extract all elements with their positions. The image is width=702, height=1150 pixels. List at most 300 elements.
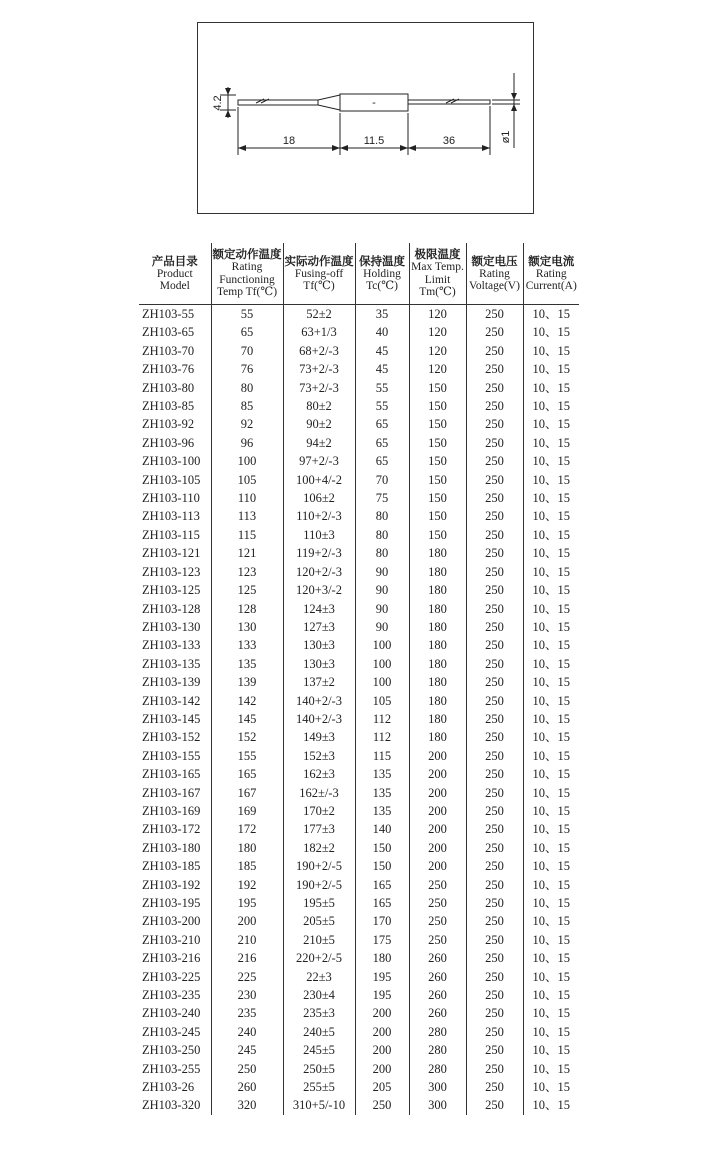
cell-max-temp: 250	[409, 931, 466, 949]
header-current-en1: Rating	[535, 267, 567, 280]
cell-current: 10、15	[532, 803, 570, 818]
dim-length-1-label: 18	[282, 135, 296, 147]
cell-holding-temp: 90	[355, 618, 409, 636]
cell-holding-temp: 35	[355, 305, 409, 324]
cell-model: ZH103-180	[139, 839, 211, 857]
cell-voltage: 250	[466, 802, 523, 820]
cell-fusing-off-temp: 240±5	[283, 1023, 355, 1041]
cell-voltage: 250	[466, 342, 523, 360]
table-row	[139, 986, 579, 1004]
left-lead	[238, 100, 318, 105]
cell-fusing-off-temp: 106±2	[283, 489, 355, 507]
table-row	[139, 581, 579, 599]
cell-holding-temp: 115	[355, 747, 409, 765]
table-row	[139, 765, 579, 783]
cell-max-temp: 150	[409, 397, 466, 415]
cell-max-temp: 150	[409, 507, 466, 525]
cell-voltage: 250	[466, 949, 523, 967]
header-model-en2: Model	[159, 280, 190, 292]
cell-current: 10、15	[532, 730, 570, 745]
cell-max-temp: 280	[409, 1060, 466, 1078]
header-holding-en2: Tc(℃)	[366, 280, 398, 292]
cell-rating-temp: 230	[211, 986, 283, 1004]
cell-max-temp: 300	[409, 1078, 466, 1096]
cell-holding-temp: 195	[355, 986, 409, 1004]
cell-model: ZH103-255	[139, 1060, 211, 1078]
table-row	[139, 692, 579, 710]
table-row	[139, 305, 579, 324]
cell-current: 10、15	[532, 454, 570, 469]
cell-model: ZH103-135	[139, 655, 211, 673]
spec-table	[139, 243, 579, 1115]
cell-model: ZH103-172	[139, 820, 211, 838]
cell-fusing-off-temp: 149±3	[283, 728, 355, 746]
cell-voltage: 250	[466, 397, 523, 415]
cell-holding-temp: 170	[355, 912, 409, 930]
cell-voltage: 250	[466, 323, 523, 341]
cell-model: ZH103-113	[139, 507, 211, 525]
cell-fusing-off-temp: 310+5/-10	[283, 1096, 355, 1114]
cell-max-temp: 200	[409, 839, 466, 857]
cell-max-temp: 180	[409, 692, 466, 710]
cell-fusing-off-temp: 230±4	[283, 986, 355, 1004]
cell-current: 10、15	[532, 748, 570, 763]
cell-model: ZH103-26	[139, 1078, 211, 1096]
cell-fusing-off-temp: 210±5	[283, 931, 355, 949]
cell-model: ZH103-133	[139, 636, 211, 654]
cell-current: 10、15	[532, 822, 570, 837]
cell-voltage: 250	[466, 434, 523, 452]
header-fusing-off-en2: Tf(℃)	[303, 280, 335, 292]
cell-rating-temp: 185	[211, 857, 283, 875]
cell-voltage: 250	[466, 710, 523, 728]
cell-current: 10、15	[532, 399, 570, 414]
cell-model: ZH103-115	[139, 526, 211, 544]
cell-rating-temp: 125	[211, 581, 283, 599]
cell-current: 10、15	[532, 693, 570, 708]
cell-current: 10、15	[532, 380, 570, 395]
cell-voltage: 250	[466, 857, 523, 875]
cell-rating-temp: 139	[211, 673, 283, 691]
cell-voltage: 250	[466, 1004, 523, 1022]
cell-voltage: 250	[466, 728, 523, 746]
header-max-temp-en3: Tm(℃)	[419, 286, 456, 299]
cell-voltage: 250	[466, 673, 523, 691]
cell-current: 10、15	[532, 1061, 570, 1076]
cell-rating-temp: 245	[211, 1041, 283, 1059]
cell-current: 10、15	[532, 362, 570, 377]
cell-rating-temp: 145	[211, 710, 283, 728]
header-holding-cn: 保持温度	[359, 253, 405, 268]
cell-holding-temp: 150	[355, 857, 409, 875]
cell-max-temp: 150	[409, 526, 466, 544]
cell-max-temp: 260	[409, 1004, 466, 1022]
table-row	[139, 894, 579, 912]
header-current	[523, 243, 579, 305]
cell-fusing-off-temp: 100+4/-2	[283, 471, 355, 489]
header-voltage-en2: Voltage(V)	[469, 280, 520, 292]
cell-rating-temp: 123	[211, 563, 283, 581]
cell-fusing-off-temp: 80±2	[283, 397, 355, 415]
cell-holding-temp: 140	[355, 820, 409, 838]
dim-diameter-label: ø1	[500, 130, 512, 144]
cell-rating-temp: 172	[211, 820, 283, 838]
header-fusing-off-en1: Fusing-off	[294, 267, 344, 280]
cell-voltage: 250	[466, 692, 523, 710]
cell-max-temp: 180	[409, 710, 466, 728]
cell-fusing-off-temp: 52±2	[283, 305, 355, 324]
cell-model: ZH103-92	[139, 415, 211, 433]
table-row	[139, 1096, 579, 1114]
cell-fusing-off-temp: 152±3	[283, 747, 355, 765]
dim-length-2-label: 11.5	[363, 135, 385, 147]
cell-model: ZH103-70	[139, 342, 211, 360]
cell-voltage: 250	[466, 489, 523, 507]
cell-rating-temp: 110	[211, 489, 283, 507]
cell-model: ZH103-123	[139, 563, 211, 581]
cell-current: 10、15	[532, 969, 570, 984]
cell-holding-temp: 90	[355, 581, 409, 599]
cell-holding-temp: 80	[355, 544, 409, 562]
cell-holding-temp: 55	[355, 379, 409, 397]
header-model-en1: Product	[156, 267, 193, 280]
cell-model: ZH103-245	[139, 1023, 211, 1041]
table-row	[139, 342, 579, 360]
table-row	[139, 489, 579, 507]
cell-max-temp: 120	[409, 360, 466, 378]
cell-model: ZH103-128	[139, 600, 211, 618]
table-row	[139, 728, 579, 746]
table-row	[139, 655, 579, 673]
cell-fusing-off-temp: 119+2/-3	[283, 544, 355, 562]
table-row	[139, 544, 579, 562]
table-row	[139, 784, 579, 802]
cell-fusing-off-temp: 130±3	[283, 636, 355, 654]
table-row	[139, 360, 579, 378]
cell-holding-temp: 150	[355, 839, 409, 857]
cell-fusing-off-temp: 97+2/-3	[283, 452, 355, 470]
cell-model: ZH103-121	[139, 544, 211, 562]
cell-current: 10、15	[532, 1024, 570, 1039]
header-max-temp-en1: Max Temp.	[411, 261, 464, 274]
cell-model: ZH103-167	[139, 784, 211, 802]
cell-max-temp: 180	[409, 563, 466, 581]
cell-fusing-off-temp: 127±3	[283, 618, 355, 636]
cell-holding-temp: 100	[355, 636, 409, 654]
cell-voltage: 250	[466, 655, 523, 673]
cell-fusing-off-temp: 68+2/-3	[283, 342, 355, 360]
cell-model: ZH103-240	[139, 1004, 211, 1022]
cell-voltage: 250	[466, 544, 523, 562]
cell-max-temp: 150	[409, 379, 466, 397]
fuse-drawing	[198, 23, 535, 215]
cell-voltage: 250	[466, 507, 523, 525]
cell-max-temp: 300	[409, 1096, 466, 1114]
cell-holding-temp: 105	[355, 692, 409, 710]
cell-fusing-off-temp: 220+2/-5	[283, 949, 355, 967]
header-holding-en1: Holding	[363, 267, 401, 280]
header-rating-temp-cn: 额定动作温度	[212, 247, 282, 262]
cell-voltage: 250	[466, 305, 523, 324]
cell-voltage: 250	[466, 968, 523, 986]
cell-rating-temp: 105	[211, 471, 283, 489]
cell-voltage: 250	[466, 784, 523, 802]
table-row	[139, 415, 579, 433]
cell-fusing-off-temp: 124±3	[283, 600, 355, 618]
table-row	[139, 876, 579, 894]
cell-max-temp: 200	[409, 802, 466, 820]
cell-rating-temp: 216	[211, 949, 283, 967]
cell-model: ZH103-55	[139, 305, 211, 324]
cell-voltage: 250	[466, 931, 523, 949]
cell-holding-temp: 90	[355, 563, 409, 581]
cell-voltage: 250	[466, 379, 523, 397]
cell-max-temp: 200	[409, 765, 466, 783]
cell-rating-temp: 76	[211, 360, 283, 378]
cell-rating-temp: 121	[211, 544, 283, 562]
cell-voltage: 250	[466, 747, 523, 765]
cell-current: 10、15	[532, 509, 570, 524]
table-body	[139, 305, 579, 1115]
table-row	[139, 968, 579, 986]
cell-max-temp: 150	[409, 415, 466, 433]
header-max-temp-en2: Limit	[424, 273, 451, 286]
cell-rating-temp: 192	[211, 876, 283, 894]
cell-model: ZH103-200	[139, 912, 211, 930]
cell-fusing-off-temp: 120+2/-3	[283, 563, 355, 581]
cell-rating-temp: 96	[211, 434, 283, 452]
cell-model: ZH103-100	[139, 452, 211, 470]
cell-fusing-off-temp: 140+2/-3	[283, 692, 355, 710]
cell-fusing-off-temp: 162±3	[283, 765, 355, 783]
table-row	[139, 839, 579, 857]
cell-fusing-off-temp: 110±3	[283, 526, 355, 544]
cell-current: 10、15	[532, 1080, 570, 1095]
table-row	[139, 563, 579, 581]
dim-height-label: 4.2	[212, 95, 224, 111]
cell-max-temp: 200	[409, 747, 466, 765]
cell-max-temp: 180	[409, 673, 466, 691]
cell-max-temp: 180	[409, 655, 466, 673]
cell-holding-temp: 180	[355, 949, 409, 967]
cell-current: 10、15	[532, 307, 570, 321]
cell-current: 10、15	[532, 1043, 570, 1058]
cell-model: ZH103-145	[139, 710, 211, 728]
table-row	[139, 931, 579, 949]
cell-holding-temp: 200	[355, 1004, 409, 1022]
cell-model: ZH103-80	[139, 379, 211, 397]
cell-model: ZH103-65	[139, 323, 211, 341]
cell-rating-temp: 169	[211, 802, 283, 820]
cell-fusing-off-temp: 190+2/-5	[283, 876, 355, 894]
cell-model: ZH103-320	[139, 1096, 211, 1114]
cell-fusing-off-temp: 255±5	[283, 1078, 355, 1096]
cell-voltage: 250	[466, 1078, 523, 1096]
cell-max-temp: 200	[409, 820, 466, 838]
cell-max-temp: 180	[409, 636, 466, 654]
cell-model: ZH103-142	[139, 692, 211, 710]
cell-fusing-off-temp: 130±3	[283, 655, 355, 673]
cell-current: 10、15	[532, 711, 570, 726]
table-row	[139, 397, 579, 415]
taper	[318, 95, 340, 110]
cell-voltage: 250	[466, 1096, 523, 1114]
cell-rating-temp: 235	[211, 1004, 283, 1022]
cell-rating-temp: 240	[211, 1023, 283, 1041]
cell-holding-temp: 65	[355, 452, 409, 470]
cell-rating-temp: 210	[211, 931, 283, 949]
cell-current: 10、15	[532, 546, 570, 561]
header-fusing-off	[283, 243, 355, 305]
cell-voltage: 250	[466, 600, 523, 618]
table-row	[139, 471, 579, 489]
cell-current: 10、15	[532, 601, 570, 616]
cell-voltage: 250	[466, 1041, 523, 1059]
cell-current: 10、15	[532, 325, 570, 340]
cell-holding-temp: 200	[355, 1060, 409, 1078]
cell-max-temp: 280	[409, 1023, 466, 1041]
cell-max-temp: 250	[409, 876, 466, 894]
table-header-row	[139, 243, 579, 305]
cell-model: ZH103-125	[139, 581, 211, 599]
table-row	[139, 1078, 579, 1096]
header-holding	[355, 243, 409, 305]
dim-length-3-label: 36	[442, 135, 456, 147]
cell-current: 10、15	[532, 840, 570, 855]
cell-fusing-off-temp: 250±5	[283, 1060, 355, 1078]
cell-current: 10、15	[532, 527, 570, 542]
cell-rating-temp: 55	[211, 305, 283, 324]
cell-model: ZH103-165	[139, 765, 211, 783]
table-row	[139, 507, 579, 525]
cell-voltage: 250	[466, 452, 523, 470]
cell-holding-temp: 45	[355, 360, 409, 378]
cell-current: 10、15	[532, 583, 570, 598]
cell-current: 10、15	[532, 417, 570, 432]
cell-voltage: 250	[466, 912, 523, 930]
cell-rating-temp: 260	[211, 1078, 283, 1096]
cell-holding-temp: 195	[355, 968, 409, 986]
cell-holding-temp: 200	[355, 1023, 409, 1041]
cell-current: 10、15	[532, 491, 570, 506]
header-rating-temp-en1: Rating	[231, 261, 263, 274]
cell-current: 10、15	[532, 1006, 570, 1021]
cell-current: 10、15	[532, 877, 570, 892]
table-row	[139, 323, 579, 341]
cell-voltage: 250	[466, 839, 523, 857]
cell-fusing-off-temp: 182±2	[283, 839, 355, 857]
cell-current: 10、15	[532, 472, 570, 487]
cell-max-temp: 120	[409, 342, 466, 360]
cell-current: 10、15	[532, 988, 570, 1003]
cell-model: ZH103-105	[139, 471, 211, 489]
cell-fusing-off-temp: 137±2	[283, 673, 355, 691]
table-row	[139, 1023, 579, 1041]
cell-current: 10、15	[532, 1098, 570, 1113]
table-row	[139, 434, 579, 452]
cell-holding-temp: 45	[355, 342, 409, 360]
cell-rating-temp: 165	[211, 765, 283, 783]
header-voltage-en1: Rating	[479, 267, 510, 280]
cell-holding-temp: 112	[355, 728, 409, 746]
cell-fusing-off-temp: 235±3	[283, 1004, 355, 1022]
table-row	[139, 379, 579, 397]
cell-voltage: 250	[466, 894, 523, 912]
header-rating-temp-en2: Functioning	[219, 273, 275, 286]
cell-holding-temp: 65	[355, 434, 409, 452]
cell-fusing-off-temp: 195±5	[283, 894, 355, 912]
cell-current: 10、15	[532, 656, 570, 671]
cell-rating-temp: 92	[211, 415, 283, 433]
cell-max-temp: 150	[409, 434, 466, 452]
cell-voltage: 250	[466, 581, 523, 599]
cell-voltage: 250	[466, 986, 523, 1004]
cell-fusing-off-temp: 120+3/-2	[283, 581, 355, 599]
cell-model: ZH103-110	[139, 489, 211, 507]
cell-current: 10、15	[532, 785, 570, 800]
table-row	[139, 673, 579, 691]
cell-rating-temp: 133	[211, 636, 283, 654]
table-row	[139, 636, 579, 654]
cell-rating-temp: 320	[211, 1096, 283, 1114]
cell-rating-temp: 85	[211, 397, 283, 415]
cell-max-temp: 260	[409, 986, 466, 1004]
cell-max-temp: 180	[409, 544, 466, 562]
table-row	[139, 600, 579, 618]
cell-rating-temp: 100	[211, 452, 283, 470]
cell-fusing-off-temp: 245±5	[283, 1041, 355, 1059]
cell-model: ZH103-76	[139, 360, 211, 378]
cell-rating-temp: 113	[211, 507, 283, 525]
cell-holding-temp: 112	[355, 710, 409, 728]
cell-voltage: 250	[466, 1060, 523, 1078]
cell-model: ZH103-130	[139, 618, 211, 636]
cell-voltage: 250	[466, 876, 523, 894]
cell-model: ZH103-85	[139, 397, 211, 415]
cell-voltage: 250	[466, 563, 523, 581]
cell-rating-temp: 167	[211, 784, 283, 802]
cell-current: 10、15	[532, 638, 570, 653]
table-row	[139, 820, 579, 838]
cell-max-temp: 120	[409, 305, 466, 324]
cell-holding-temp: 175	[355, 931, 409, 949]
header-model	[139, 243, 211, 305]
header-current-cn: 额定电流	[528, 253, 575, 268]
header-fusing-off-cn: 实际动作温度	[284, 253, 354, 268]
header-rating-temp-en3: Temp Tf(℃)	[216, 286, 278, 299]
cell-rating-temp: 128	[211, 600, 283, 618]
cell-fusing-off-temp: 140+2/-3	[283, 710, 355, 728]
cell-rating-temp: 65	[211, 323, 283, 341]
cell-holding-temp: 100	[355, 655, 409, 673]
cell-voltage: 250	[466, 415, 523, 433]
cell-current: 10、15	[532, 896, 570, 910]
cell-holding-temp: 75	[355, 489, 409, 507]
header-model-cn: 产品目录	[151, 253, 198, 268]
cell-max-temp: 180	[409, 728, 466, 746]
cell-rating-temp: 155	[211, 747, 283, 765]
cell-holding-temp: 250	[355, 1096, 409, 1114]
cell-fusing-off-temp: 110+2/-3	[283, 507, 355, 525]
cell-max-temp: 180	[409, 600, 466, 618]
cell-voltage: 250	[466, 636, 523, 654]
cell-model: ZH103-152	[139, 728, 211, 746]
cell-model: ZH103-225	[139, 968, 211, 986]
cell-fusing-off-temp: 162±/-3	[283, 784, 355, 802]
cell-max-temp: 180	[409, 581, 466, 599]
cell-max-temp: 150	[409, 471, 466, 489]
cell-holding-temp: 200	[355, 1041, 409, 1059]
